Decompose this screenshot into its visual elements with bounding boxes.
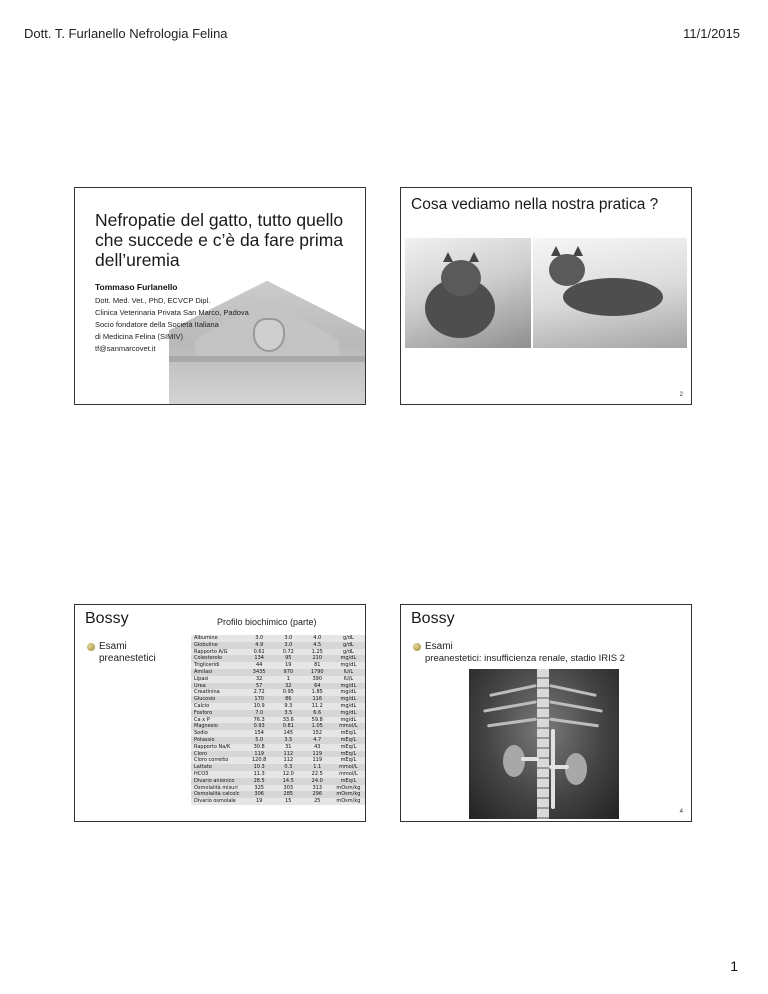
table-cell-value: 31 <box>285 743 292 750</box>
table-cell-unit: g/dL <box>342 641 354 648</box>
table-cell-unit: mg/dL <box>340 655 357 662</box>
table-cell-unit: mmol/L <box>339 764 358 771</box>
table-cell-value: 390 <box>312 675 323 682</box>
bullet-text <box>99 641 156 665</box>
table-cell-unit: mEq/L <box>340 743 357 750</box>
table-cell-value: 11.3 <box>253 770 265 777</box>
table-cell-name: Glucosio <box>194 696 216 703</box>
table-cell-name: Sodio <box>194 730 208 737</box>
table-cell-value: 10.3 <box>253 764 265 771</box>
table-cell-unit: mEq/L <box>340 750 357 757</box>
table-cell-unit: mg/dL <box>340 682 357 689</box>
table-cell-name: Divario anionico <box>194 777 235 784</box>
affiliation-email: tf@sanmarcovet.it <box>95 344 156 353</box>
table-cell-value: 22.5 <box>311 770 323 777</box>
table-row <box>191 649 365 656</box>
cat-ear <box>551 246 561 256</box>
table-row <box>191 635 365 642</box>
kidney-left <box>503 745 525 777</box>
table-cell-value: 970 <box>283 668 294 675</box>
table-cell-name: Divario osmolale <box>194 798 236 805</box>
table-cell-value: 1790 <box>310 668 324 675</box>
table-cell-unit: mg/dL <box>340 709 357 716</box>
table-cell-value: 3.0 <box>255 635 264 641</box>
slide-4 <box>400 604 692 822</box>
table-cell-value: 119 <box>312 750 323 757</box>
table-cell-value: 57 <box>255 682 263 689</box>
table-cell-value: 76.3 <box>253 716 265 723</box>
table-cell-name: Calcio <box>194 702 210 709</box>
cat-ear <box>469 252 479 262</box>
author-name: Tommaso Furlanello <box>95 282 178 292</box>
cat-head <box>549 254 585 286</box>
bullet-dot-icon <box>87 643 95 651</box>
table-cell-value: 59.8 <box>311 716 323 723</box>
table-cell-unit: mOsm/kg <box>336 791 361 798</box>
table-cell-value: 210 <box>312 655 323 662</box>
table-cell-value: 12.0 <box>282 770 294 777</box>
table-cell-value: 1 <box>286 675 290 682</box>
table-cell-value: 170 <box>254 696 264 703</box>
rib <box>483 700 537 712</box>
slide-4-title: Bossy <box>411 610 455 627</box>
table-cell-value: 1.1 <box>313 764 322 771</box>
table-cell-unit: mg/dL <box>340 716 357 723</box>
bullet-text: Esami <box>425 641 453 652</box>
table-cell-unit: mEq/L <box>340 736 357 743</box>
table-cell-value: 95 <box>285 655 292 662</box>
cat-photo-right <box>533 238 687 348</box>
table-cell-name: Fosforo <box>194 709 213 716</box>
table-cell-name: Rapporto A/G <box>194 648 228 655</box>
table-cell-unit: mOsm/kg <box>336 798 361 805</box>
table-row <box>191 669 365 676</box>
table-cell-name: Trigliceridi <box>194 662 220 669</box>
table-cell-value: 25 <box>314 798 321 805</box>
table-cell-value: 5.0 <box>255 736 264 743</box>
bullet-line: preanestetici <box>99 653 156 664</box>
table-cell-value: 154 <box>254 730 264 737</box>
table-cell-unit: mg/dL <box>340 702 357 709</box>
rib <box>487 718 537 728</box>
cornice <box>169 356 365 362</box>
ct-scan-image <box>469 669 619 819</box>
biochemistry-table <box>191 635 365 805</box>
table-row <box>191 696 365 703</box>
table-cell-value: 120.8 <box>252 757 267 764</box>
affiliation-line: di Medicina Felina (SIMIV) <box>95 332 183 341</box>
page-number: 1 <box>730 958 738 974</box>
table-cell-value: 19 <box>255 798 263 805</box>
spine <box>537 669 549 819</box>
table-row <box>191 778 365 785</box>
table-cell-value: 2.72 <box>253 689 265 696</box>
table-row <box>191 798 365 805</box>
affiliation-line: Dott. Med. Vet., PhD, ECVCP Dipl. <box>95 296 211 305</box>
table-cell-name: Rapporto Na/K <box>194 743 231 750</box>
table-row <box>191 642 365 649</box>
table-row <box>191 771 365 778</box>
table-cell-value: 285 <box>283 791 294 798</box>
table-cell-value: 3.0 <box>284 641 293 648</box>
table-cell-value: 9.3 <box>284 702 293 709</box>
table-row <box>191 757 365 764</box>
table-cell-unit: g/dL <box>342 635 354 641</box>
table-cell-value: 14.5 <box>282 777 294 784</box>
table-cell-name: Osmolalità calcolc <box>194 791 240 798</box>
table-row <box>191 717 365 724</box>
table-cell-name: Magnesio <box>194 723 218 730</box>
table-row <box>191 703 365 710</box>
table-cell-value: 24.0 <box>311 777 323 784</box>
table-cell-value: 0.93 <box>253 723 265 730</box>
table-row <box>191 676 365 683</box>
table-cell-value: 11.2 <box>311 702 323 709</box>
table-cell-name: Cloro <box>194 750 207 757</box>
slide-3 <box>74 604 366 822</box>
table-cell-value: 1.25 <box>311 648 323 655</box>
table-cell-name: Globuline <box>194 641 218 648</box>
table-cell-unit: IU/L <box>343 668 354 675</box>
slide-1 <box>74 187 366 405</box>
table-row <box>191 730 365 737</box>
table-cell-value: 3.5 <box>284 736 293 743</box>
table-cell-value: 4.9 <box>255 641 264 648</box>
table-row <box>191 791 365 798</box>
table-cell-unit: mEq/L <box>340 757 357 764</box>
table-cell-unit: mEq/L <box>340 730 357 737</box>
table-cell-value: 119 <box>312 757 323 764</box>
cat-photo-left <box>405 238 531 348</box>
rib <box>549 700 603 712</box>
table-cell-value: 33.6 <box>282 716 294 723</box>
table-cell-name: Osmolalità misuri <box>194 784 238 791</box>
author-affiliations <box>95 295 249 355</box>
table-row <box>191 723 365 730</box>
table-cell-value: 112 <box>283 757 294 764</box>
table-cell-value: 325 <box>254 784 264 791</box>
table-cell-value: 0.95 <box>282 689 294 696</box>
table-row <box>191 662 365 669</box>
table-cell-value: 30.8 <box>253 743 265 750</box>
table-cell-value: 134 <box>254 655 264 662</box>
table-row <box>191 744 365 751</box>
kidney-right <box>565 753 587 785</box>
bullet-line: Esami <box>99 641 127 652</box>
cat-body <box>563 278 663 316</box>
table-cell-name: Amilasi <box>194 668 213 675</box>
table-cell-value: 28.5 <box>253 777 265 784</box>
table-cell-name: Albumine <box>194 635 218 641</box>
table-cell-value: 0.81 <box>282 723 294 730</box>
table-cell-value: 0.3 <box>284 764 293 771</box>
table-row <box>191 764 365 771</box>
table-row <box>191 710 365 717</box>
table-cell-value: 3.5 <box>284 709 293 716</box>
slide-2 <box>400 187 692 405</box>
table-cell-value: 4.7 <box>313 736 322 743</box>
table-cell-value: 32 <box>255 675 263 682</box>
table-cell-unit: mg/dL <box>340 662 357 669</box>
table-cell-value: 296 <box>312 791 323 798</box>
table-cell-name: HCO3 <box>194 770 209 777</box>
table-cell-name: Ca x P <box>194 716 210 723</box>
table-row <box>191 683 365 690</box>
table-cell-value: 4.0 <box>313 635 322 641</box>
table-row <box>191 689 365 696</box>
table-cell-value: 6.6 <box>313 709 322 716</box>
slide-number: 4 <box>679 809 683 815</box>
table-cell-unit: mOsm/kg <box>336 784 361 791</box>
table-cell-unit: IU/L <box>343 675 354 682</box>
table-cell-name: Lipasi <box>194 675 209 682</box>
table-cell-value: 152 <box>312 730 323 737</box>
table-cell-value: 15 <box>285 798 292 805</box>
table-cell-value: 3435 <box>252 668 266 675</box>
table-cell-value: 10.9 <box>253 702 265 709</box>
table-title: Profilo biochimico (parte) <box>217 617 317 627</box>
table-cell-value: 116 <box>312 696 323 703</box>
table-cell-unit: mEq/L <box>340 777 357 784</box>
table-cell-unit: mmol/L <box>339 770 358 777</box>
slide-1-title: Nefropatie del gatto, tutto quello che succede e c’è da fare prima dell’uremia <box>95 210 344 270</box>
table-cell-value: 119 <box>254 750 264 757</box>
table-cell-value: 43 <box>314 743 321 750</box>
table-cell-unit: mg/dL <box>340 696 357 703</box>
cat-ear <box>573 246 583 256</box>
table-cell-value: 112 <box>283 750 294 757</box>
table-cell-value: 0.61 <box>253 648 265 655</box>
rib <box>549 684 597 697</box>
table-cell-value: 44 <box>255 662 263 669</box>
table-cell-value: 1.85 <box>311 689 323 696</box>
document-header-date: 11/1/2015 <box>683 26 740 41</box>
document-header-title: Dott. T. Furlanello Nefrologia Felina <box>24 26 228 41</box>
table-cell-name: Potassio <box>194 736 215 743</box>
table-cell-value: 7.0 <box>255 709 264 716</box>
table-cell-name: Cloro corretto <box>194 757 229 764</box>
cat-ear <box>443 252 453 262</box>
table-cell-value: 303 <box>283 784 294 791</box>
rib <box>489 684 537 697</box>
table-cell-value: 1.05 <box>311 723 323 730</box>
table-cell-name: Lattato <box>194 764 212 771</box>
bullet-subtitle: preanestetici: insufficienza renale, stadio IRIS 2 <box>425 653 625 664</box>
table-cell-name: Colesterolo <box>194 655 223 662</box>
table-cell-value: 4.5 <box>313 641 322 648</box>
slide-number: 2 <box>679 392 683 398</box>
table-cell-value: 86 <box>285 696 292 703</box>
table-cell-value: 19 <box>285 662 292 669</box>
table-row <box>191 751 365 758</box>
table-cell-value: 0.72 <box>282 648 294 655</box>
rib <box>549 718 599 728</box>
table-row <box>191 737 365 744</box>
table-cell-unit: mmol/L <box>339 723 358 730</box>
table-row <box>191 655 365 662</box>
renal-vessel <box>521 757 539 761</box>
aorta <box>551 729 555 809</box>
crest-emblem <box>253 318 285 352</box>
table-cell-name: Creatinina <box>194 689 220 696</box>
bullet-dot-icon <box>413 643 421 651</box>
table-cell-name: Urea <box>194 682 206 689</box>
table-cell-value: 306 <box>254 791 264 798</box>
table-cell-value: 313 <box>312 784 323 791</box>
table-cell-value: 81 <box>314 662 321 669</box>
table-cell-value: 3.0 <box>284 635 293 641</box>
table-cell-value: 32 <box>285 682 292 689</box>
slide-3-title: Bossy <box>85 610 129 627</box>
table-cell-value: 145 <box>283 730 294 737</box>
cat-head <box>441 260 481 296</box>
affiliation-line: Socio fondatore della Società Italiana <box>95 320 219 329</box>
affiliation-line: Clinica Veterinaria Privata San Marco, Padova <box>95 308 249 317</box>
slide-2-title: Cosa vediamo nella nostra pratica ? <box>411 196 659 213</box>
table-cell-value: 64 <box>314 682 321 689</box>
table-cell-unit: g/dL <box>342 648 354 655</box>
table-cell-unit: mg/dL <box>340 689 357 696</box>
